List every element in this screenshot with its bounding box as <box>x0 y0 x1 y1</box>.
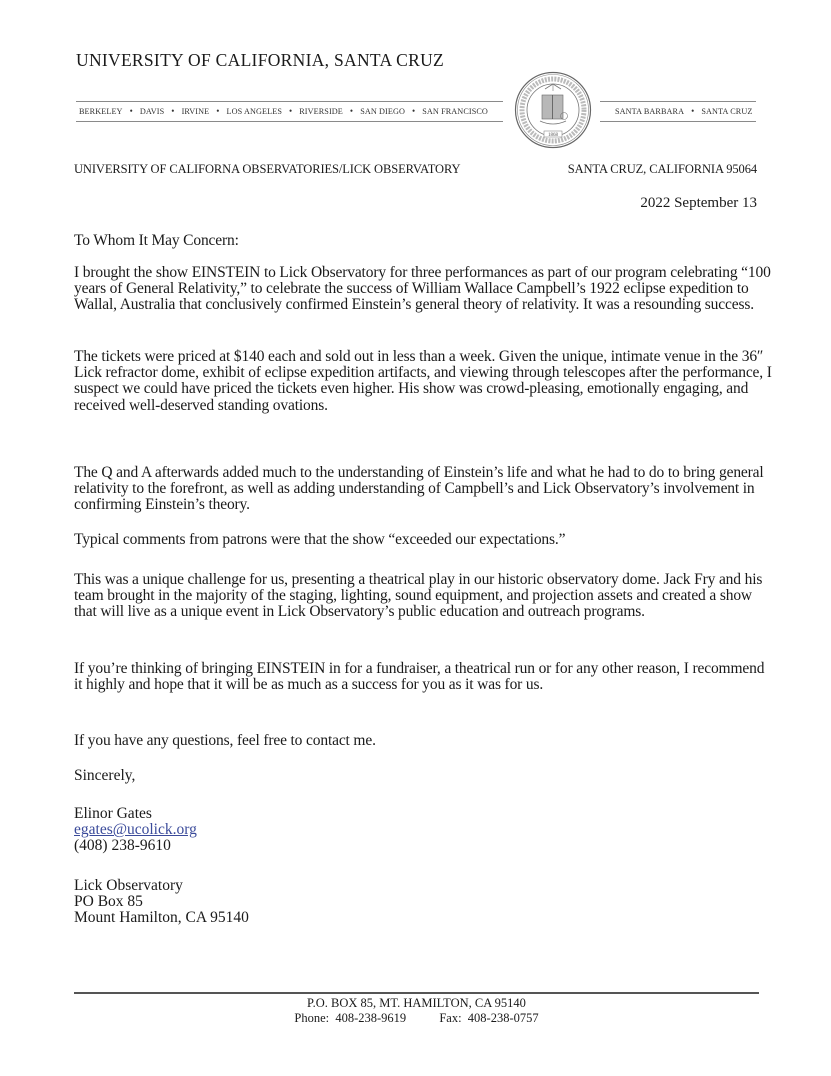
signer-org: Lick Observatory <box>74 877 183 894</box>
signer-email-link[interactable]: egates@ucolick.org <box>74 821 197 839</box>
paragraph-text: If you have any questions, feel free to contact me. <box>74 732 376 749</box>
bullet-icon: • <box>129 106 133 116</box>
bullet-icon: • <box>349 106 354 116</box>
footer-address: P.O. BOX 85, MT. HAMILTON, CA 95140 <box>307 996 526 1010</box>
paragraph-5 <box>74 572 774 621</box>
signer-city: Mount Hamilton, CA 95140 <box>74 909 249 927</box>
salutation-text: To Whom It May Concern: <box>74 232 239 249</box>
department-city: SANTA CRUZ, CALIFORNIA 95064 <box>567 162 757 176</box>
paragraph-1 <box>74 265 774 314</box>
footer-fax-label: Fax: <box>439 1011 462 1025</box>
university-title: UNIVERSITY OF CALIFORNIA, SANTA CRUZ <box>76 50 445 70</box>
divider-bottom-left <box>76 121 503 122</box>
campus-name: SAN DIEGO <box>360 106 405 116</box>
campus-name: SAN FRANCISCO <box>422 106 488 116</box>
signer-phone: (408) 238-9610 <box>74 837 171 855</box>
campus-name: DAVIS <box>139 106 165 116</box>
campus-list-right <box>615 106 752 116</box>
paragraph-4 <box>74 532 774 548</box>
signer-address <box>74 878 249 927</box>
university-seal-icon <box>514 71 592 149</box>
footer-fax: 408-238-0757 <box>467 1011 539 1025</box>
signer-name: Elinor Gates <box>74 805 152 822</box>
signer-po-box: PO Box 85 <box>74 893 143 911</box>
bullet-icon: • <box>691 106 695 116</box>
campus-name: IRVINE <box>181 106 210 116</box>
footer-phone-label: Phone: <box>294 1011 330 1025</box>
campus-name: SANTA CRUZ <box>701 106 753 116</box>
salutation <box>74 233 774 249</box>
bullet-icon: • <box>171 106 175 116</box>
footer <box>74 996 759 1026</box>
campus-name: BERKELEY <box>79 106 123 116</box>
bullet-icon: • <box>288 106 293 116</box>
divider-bottom-right <box>600 121 756 122</box>
closing-text: Sincerely, <box>74 767 136 784</box>
bullet-icon: • <box>216 106 220 116</box>
campus-name: LOS ANGELES <box>226 106 282 116</box>
letter-date: 2022 September 13 <box>640 195 757 211</box>
svg-text:1868: 1868 <box>548 133 558 138</box>
paragraph-text: The tickets were priced at $140 each and sold out in less than a week. Given the unique, intimate venue in the 36″ Lick refractor dome, exhibit of eclipse expedition artifacts, and viewing through telescopes after the performance, I suspect we could have priced the tickets even higher. His show was crowd-pleasing, emotionally engaging, and received well-deserved standing ovations. <box>74 348 772 414</box>
closing <box>74 768 135 784</box>
paragraph-text: This was a unique challenge for us, presenting a theatrical play in our historic observatory dome. Jack Fry and his team brought in the majority of the staging, lighting, sound equipment, and projection assets and created a show that will live as a unique event in Lick Observatory’s public education and outreach programs. <box>74 571 763 621</box>
paragraph-2 <box>74 349 774 414</box>
footer-divider <box>74 992 759 994</box>
paragraph-text: If you’re thinking of bringing EINSTEIN in for a fundraiser, a theatrical run or for any other reason, I recommend it highly and hope that it will be as much as a success for you as it was for us. <box>74 660 765 694</box>
bullet-icon: • <box>411 106 416 116</box>
footer-contact <box>74 1011 759 1026</box>
signature-block <box>74 806 197 855</box>
footer-phone: 408-238-9619 <box>335 1011 407 1025</box>
divider-top-left <box>76 101 503 102</box>
paragraph-6 <box>74 661 774 693</box>
paragraph-3 <box>74 465 774 514</box>
department-name: UNIVERSITY OF CALIFORNA OBSERVATORIES/LICK OBSERVATORY <box>74 162 461 176</box>
campus-name: SANTA BARBARA <box>615 106 685 116</box>
paragraph-7 <box>74 733 774 749</box>
campus-name: RIVERSIDE <box>299 106 343 116</box>
paragraph-text: I brought the show EINSTEIN to Lick Observatory for three performances as part of our program celebrating “100 years of General Relativity,” to celebrate the success of William Wallace Campbell’s 1922 eclipse expedition to Wallal, Australia that conclusively confirmed Einstein’s general theory of relativity. It was a resounding success. <box>74 264 771 314</box>
campus-list-left <box>79 106 488 116</box>
paragraph-text: Typical comments from patrons were that the show “exceeded our expectations.” <box>74 531 566 548</box>
divider-top-right <box>600 101 756 102</box>
paragraph-text: The Q and A afterwards added much to the understanding of Einstein’s life and what he had to do to bring general relativity to the forefront, as well as adding understanding of Campbell’s and Lick Observatory’s involvement in confirming Einstein’s theory. <box>74 464 764 514</box>
